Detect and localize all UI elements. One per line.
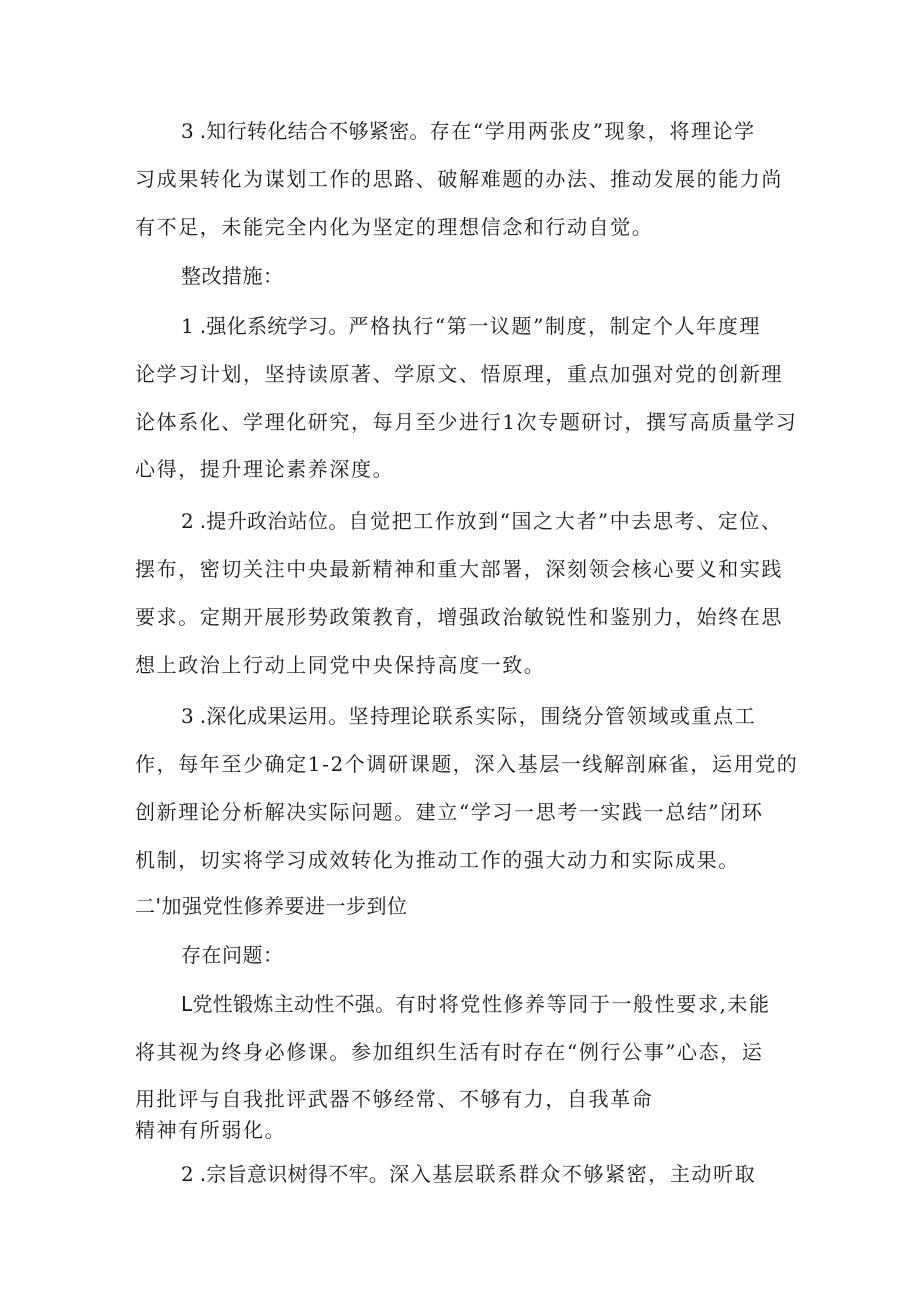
paragraph-text-bold: 持理 (370, 704, 411, 728)
measure-3-line-3: 创新理论分析解决实际问题。建立“学习一思考一实践一总结”闭环 (135, 800, 764, 824)
problem-1-line-1 (181, 991, 771, 1017)
problem-2-line-1 (181, 1161, 756, 1187)
paragraph-text: 坚 (348, 704, 371, 728)
paragraph-3-line-1 (181, 118, 756, 144)
measure-1-line-4: 心得，提升理论素养深度。 (135, 457, 395, 481)
paragraph-text: 存在“学用两张皮”现象，将理论学 (429, 119, 756, 143)
heading-existing-problems: 存在问题： (181, 943, 284, 967)
item-number: 3 (181, 704, 200, 728)
measure-3-line-4: 机制，切实将学习成效转化为推动工作的强大动力和实际成果。 (135, 848, 740, 872)
item-title: L党性锻炼主动性不强。 (181, 992, 396, 1016)
item-number: 1 (181, 314, 200, 338)
section-2-heading: 二'加强党性修养要进一步到位 (135, 894, 408, 918)
paragraph-text: 深入基层联系群众不够紧密，主动听取 (389, 1162, 757, 1186)
problem-1-line-3: 用批评与自我批评武器不够经常、不够有力，自我革命 (135, 1087, 654, 1111)
heading-rectification-measures: 整改措施： (181, 264, 284, 288)
measure-2-line-4: 想上政治上行动上同党中央保持高度一致。 (135, 653, 546, 677)
measure-1-line-2: 论学习计划，坚持读原著、学原文、悟原理，重点加强对党的创新理 (135, 362, 783, 386)
paragraph-text: 论联系实际，围绕分管领域或重点工 (410, 704, 757, 728)
measure-2-line-1 (181, 508, 783, 534)
paragraph-text: 自觉把工作放到“国之大者”中去思考、定位、 (348, 509, 783, 533)
item-title: .强化系统学习。 (199, 314, 349, 338)
item-title: .宗旨意识树得不牢。 (199, 1162, 390, 1186)
measure-3-line-2: 作，每年至少确定1-2个调研课题，深入基层一线解剖麻雀，运用党的 (135, 752, 799, 776)
paragraph-3-line-3: 有不足，未能完全内化为坚定的理想信念和行动自觉。 (135, 215, 654, 239)
item-number: 2 (181, 509, 200, 533)
item-title: .知行转化结合不够紧密。 (199, 119, 430, 143)
measure-1-line-1 (181, 313, 761, 339)
measure-1-line-3: 论体系化、学理化研究，每月至少进行1次专题研讨，撰写高质量学习 (135, 410, 798, 434)
item-title: .深化成果运用。 (199, 704, 349, 728)
paragraph-text: 严格执行“第一议题”制度，制定个人年度理 (348, 314, 761, 338)
item-number: 3 (181, 119, 200, 143)
paragraph-3-line-2: 习成果转化为谋划工作的思路、破解难题的办法、推动发展的能力尚 (135, 167, 783, 191)
measure-3-line-1 (181, 703, 756, 729)
measure-2-line-3: 要求。定期开展形势政策教育，增强政治敏锐性和鉴别力，始终在思 (135, 605, 783, 629)
problem-1-line-4: 精神有所弱化。 (135, 1118, 287, 1142)
measure-2-line-2: 摆布，密切关注中央最新精神和重大部署，深刻领会核心要义和实践 (135, 557, 783, 581)
item-number: 2 (181, 1162, 200, 1186)
item-title: .提升政治站位。 (199, 509, 349, 533)
paragraph-text: 有时将党性修养等同于一般性要求,未能 (395, 992, 771, 1016)
problem-1-line-2: 将其视为终身必修课。参加组织生活有时存在“例行公事”心态，运 (135, 1040, 764, 1064)
